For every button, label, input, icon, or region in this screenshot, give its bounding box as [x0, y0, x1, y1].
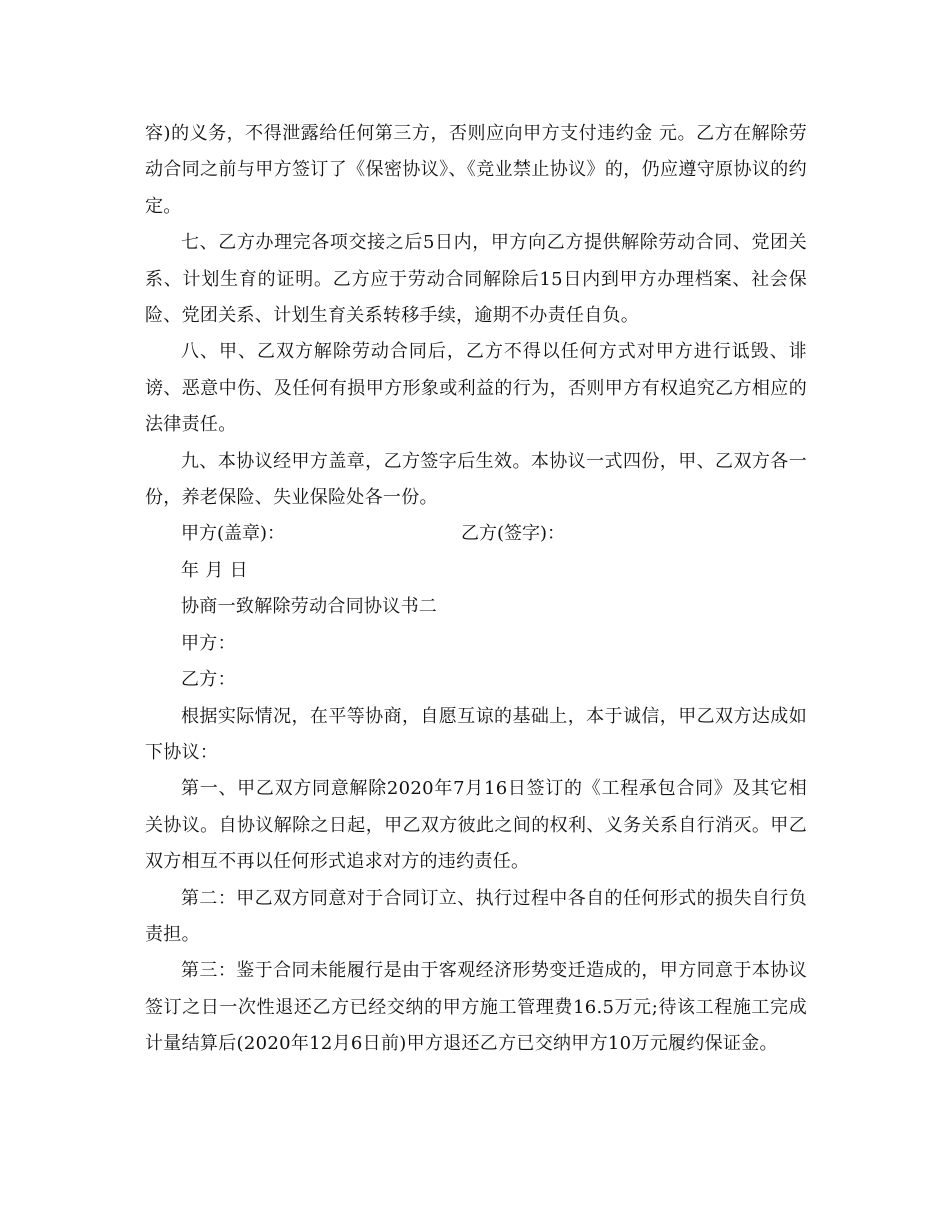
paragraph-clause-9: 九、本协议经甲方盖章，乙方签字后生效。本协议一式四份，甲、乙双方各一份，养老保险、失业保险处各一份。: [145, 450, 807, 509]
paragraph-continuation: 容)的义务，不得泄露给任何第三方，否则应向甲方支付违约金 元。乙方在解除劳动合同之前与甲方签订了《保密协议》、《竞业禁止协议》的，仍应遵守原协议的约定。: [145, 123, 807, 217]
paragraph-article-3: 第三：鉴于合同未能履行是由于客观经济形势变迁造成的，甲方同意于本协议签订之日一次性退还乙方已经交纳的甲方施工管理费16.5万元;待该工程施工完成计量结算后(2020年12月6日前)甲方退还乙方已交纳甲方10万元履约保证金。: [145, 960, 807, 1055]
paragraph-clause-7: 七、乙方办理完各项交接之后5日内，甲方向乙方提供解除劳动合同、党团关系、计划生育的证明。乙方应于劳动合同解除后15日内到甲方办理档案、社会保险、党团关系、计划生育关系转移手续，逾期不办责任自负。: [145, 232, 807, 327]
paragraph-clause-8: 八、甲、乙双方解除劳动合同后，乙方不得以任何方式对甲方进行诋毁、诽谤、恶意中伤、及任何有损甲方形象或利益的行为，否则甲方有权追究乙方相应的法律责任。: [145, 341, 807, 436]
document-body: [145, 116, 807, 1063]
party-a-line: 甲方：: [181, 632, 236, 654]
party-b-line: 乙方：: [181, 669, 236, 691]
paragraph-article-1: 第一、甲乙双方同意解除2020年7月16日签订的《工程承包合同》及其它相关协议。自协议解除之日起，甲乙双方彼此之间的权利、义务关系自行消灭。甲乙双方相互不再以任何形式追求对方的违约责任。: [145, 778, 807, 873]
second-agreement-title: 协商一致解除劳动合同协议书二: [181, 596, 438, 618]
date-line: 年 月 日: [181, 559, 248, 581]
party-a-seal-label: 甲方(盖章)：: [181, 523, 286, 545]
paragraph-preamble: 根据实际情况，在平等协商，自愿互谅的基础上，本于诚信，甲乙双方达成如下协议：: [145, 705, 807, 763]
paragraph-article-2: 第二：甲乙双方同意对于合同订立、执行过程中各自的任何形式的损失自行负责担。: [145, 887, 807, 945]
party-b-sign-label: 乙方(签字)：: [461, 523, 566, 545]
signature-row: [145, 516, 807, 552]
